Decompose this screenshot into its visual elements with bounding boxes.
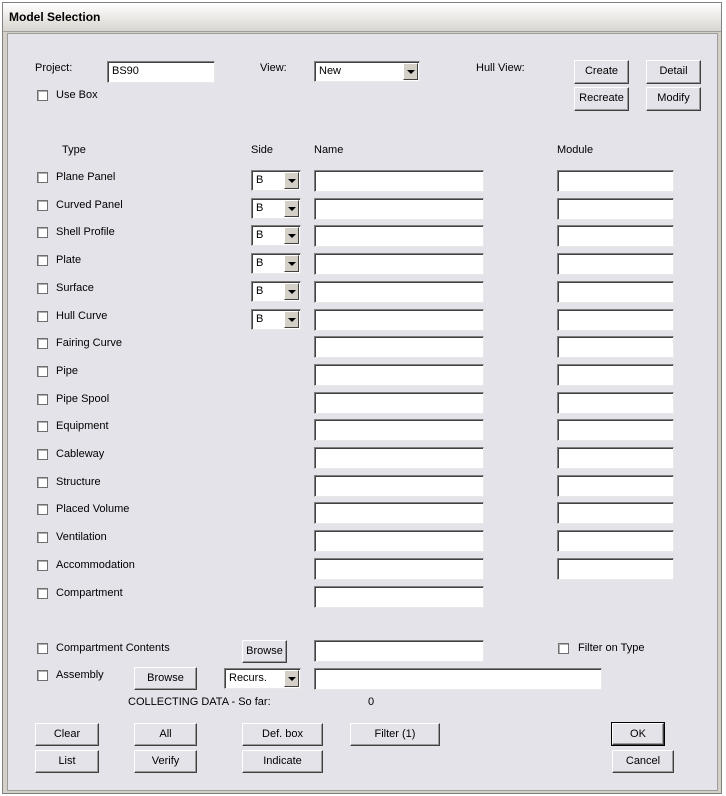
cancel-button[interactable]: Cancel bbox=[612, 750, 674, 773]
compartment-contents-field[interactable] bbox=[314, 640, 484, 662]
name-field-equipment[interactable] bbox=[314, 419, 484, 441]
type-label-curved-panel: Curved Panel bbox=[56, 199, 123, 211]
recreate-button[interactable]: Recreate bbox=[574, 87, 629, 111]
name-header: Name bbox=[314, 144, 344, 156]
checkbox-accommodation[interactable] bbox=[37, 560, 48, 571]
side-dropdown-value: B bbox=[256, 174, 264, 186]
chevron-down-icon[interactable] bbox=[284, 227, 299, 244]
collecting-count: 0 bbox=[368, 696, 375, 708]
side-dropdown-shell-profile[interactable] bbox=[251, 225, 301, 246]
detail-button[interactable]: Detail bbox=[646, 60, 701, 84]
module-field-plate[interactable] bbox=[557, 253, 674, 275]
collecting-status: COLLECTING DATA - So far: bbox=[128, 696, 271, 708]
compartment-browse-button[interactable]: Browse bbox=[242, 640, 287, 663]
module-field-structure[interactable] bbox=[557, 475, 674, 497]
chevron-down-icon[interactable] bbox=[284, 200, 299, 217]
recurs-dropdown[interactable] bbox=[224, 668, 301, 689]
type-label-pipe-spool: Pipe Spool bbox=[56, 393, 110, 405]
project-label: Project: bbox=[35, 62, 73, 74]
checkbox-fairing-curve[interactable] bbox=[37, 338, 48, 349]
window-title: Model Selection bbox=[9, 10, 101, 24]
type-label-equipment: Equipment bbox=[56, 420, 109, 432]
name-field-pipe-spool[interactable] bbox=[314, 392, 484, 414]
checkbox-plate[interactable] bbox=[37, 255, 48, 266]
module-field-pipe-spool[interactable] bbox=[557, 392, 674, 414]
type-label-plate: Plate bbox=[56, 254, 82, 266]
type-header: Type bbox=[62, 144, 86, 156]
name-field-structure[interactable] bbox=[314, 475, 484, 497]
side-dropdown-value: B bbox=[256, 257, 264, 269]
assembly-label: Assembly bbox=[56, 669, 104, 681]
filter-on-type-checkbox[interactable] bbox=[558, 643, 569, 654]
type-label-ventilation: Ventilation bbox=[56, 531, 107, 543]
name-field-shell-profile[interactable] bbox=[314, 225, 484, 247]
type-label-pipe: Pipe bbox=[56, 365, 79, 377]
side-dropdown-plate[interactable] bbox=[251, 253, 301, 274]
module-field-equipment[interactable] bbox=[557, 419, 674, 441]
module-field-shell-profile[interactable] bbox=[557, 225, 674, 247]
checkbox-shell-profile[interactable] bbox=[37, 227, 48, 238]
module-field-ventilation[interactable] bbox=[557, 530, 674, 552]
name-field-cableway[interactable] bbox=[314, 447, 484, 469]
checkbox-pipe-spool[interactable] bbox=[37, 394, 48, 405]
chevron-down-icon[interactable] bbox=[284, 311, 299, 328]
module-field-curved-panel[interactable] bbox=[557, 198, 674, 220]
list-button[interactable]: List bbox=[35, 750, 99, 773]
chevron-down-icon[interactable] bbox=[284, 255, 299, 272]
indicate-button[interactable]: Indicate bbox=[242, 750, 323, 773]
name-field-ventilation[interactable] bbox=[314, 530, 484, 552]
filter-button[interactable]: Filter (1) bbox=[350, 723, 440, 746]
module-field-pipe[interactable] bbox=[557, 364, 674, 386]
compartment-contents-label: Compartment Contents bbox=[56, 642, 170, 654]
side-dropdown-plane-panel[interactable] bbox=[251, 170, 301, 191]
ok-button[interactable]: OK bbox=[612, 723, 664, 745]
view-label: View: bbox=[260, 62, 287, 74]
side-dropdown-hull-curve[interactable] bbox=[251, 309, 301, 330]
view-dropdown-value: New bbox=[319, 65, 342, 77]
assembly-checkbox[interactable] bbox=[37, 670, 48, 681]
checkbox-curved-panel[interactable] bbox=[37, 200, 48, 211]
assembly-browse-button[interactable]: Browse bbox=[134, 667, 197, 690]
chevron-down-icon[interactable] bbox=[284, 283, 299, 300]
chevron-down-icon[interactable] bbox=[284, 172, 299, 189]
use-box-checkbox[interactable] bbox=[37, 90, 48, 101]
side-dropdown-curved-panel[interactable] bbox=[251, 198, 301, 219]
clear-button[interactable]: Clear bbox=[35, 723, 99, 746]
name-field-hull-curve[interactable] bbox=[314, 309, 484, 331]
module-field-accommodation[interactable] bbox=[557, 558, 674, 580]
dialog-body bbox=[7, 33, 718, 791]
verify-button[interactable]: Verify bbox=[134, 750, 197, 773]
type-label-plane-panel: Plane Panel bbox=[56, 171, 116, 183]
type-label-fairing-curve: Fairing Curve bbox=[56, 337, 123, 349]
name-field-placed-volume[interactable] bbox=[314, 502, 484, 524]
module-field-fairing-curve[interactable] bbox=[557, 336, 674, 358]
filter-on-type-label: Filter on Type bbox=[578, 642, 645, 654]
module-field-plane-panel[interactable] bbox=[557, 170, 674, 192]
chevron-down-icon[interactable] bbox=[284, 670, 299, 687]
type-label-accommodation: Accommodation bbox=[56, 559, 135, 571]
side-dropdown-surface[interactable] bbox=[251, 281, 301, 302]
name-field-plate[interactable] bbox=[314, 253, 484, 275]
module-field-placed-volume[interactable] bbox=[557, 502, 674, 524]
type-label-cableway: Cableway bbox=[56, 448, 105, 460]
checkbox-surface[interactable] bbox=[37, 283, 48, 294]
title-bar bbox=[3, 3, 721, 32]
checkbox-pipe[interactable] bbox=[37, 366, 48, 377]
checkbox-hull-curve[interactable] bbox=[37, 311, 48, 322]
module-header: Module bbox=[557, 144, 594, 156]
module-field-hull-curve[interactable] bbox=[557, 309, 674, 331]
checkbox-placed-volume[interactable] bbox=[37, 504, 48, 515]
type-label-surface: Surface bbox=[56, 282, 94, 294]
name-field-compartment[interactable] bbox=[314, 586, 484, 608]
hull-view-label: Hull View: bbox=[476, 62, 525, 74]
side-dropdown-value: B bbox=[256, 285, 264, 297]
side-header: Side bbox=[251, 144, 274, 156]
type-label-hull-curve: Hull Curve bbox=[56, 310, 108, 322]
type-label-placed-volume: Placed Volume bbox=[56, 503, 130, 515]
checkbox-cableway[interactable] bbox=[37, 449, 48, 460]
model-selection-window bbox=[2, 2, 722, 794]
recurs-dropdown-value: Recurs. bbox=[229, 672, 267, 684]
module-field-cableway[interactable] bbox=[557, 447, 674, 469]
side-dropdown-value: B bbox=[256, 313, 264, 325]
checkbox-plane-panel[interactable] bbox=[37, 172, 48, 183]
side-dropdown-value: B bbox=[256, 229, 264, 241]
name-field-curved-panel[interactable] bbox=[314, 198, 484, 220]
name-field-fairing-curve[interactable] bbox=[314, 336, 484, 358]
checkbox-equipment[interactable] bbox=[37, 421, 48, 432]
type-label-shell-profile: Shell Profile bbox=[56, 226, 115, 238]
modify-button[interactable]: Modify bbox=[646, 87, 701, 111]
chevron-down-icon[interactable] bbox=[403, 63, 418, 80]
name-field-accommodation[interactable] bbox=[314, 558, 484, 580]
checkbox-ventilation[interactable] bbox=[37, 532, 48, 543]
module-field-surface[interactable] bbox=[557, 281, 674, 303]
def-box-button[interactable]: Def. box bbox=[242, 723, 323, 746]
checkbox-structure[interactable] bbox=[37, 477, 48, 488]
compartment-contents-checkbox[interactable] bbox=[37, 643, 48, 654]
create-button[interactable]: Create bbox=[574, 60, 629, 84]
side-dropdown-value: B bbox=[256, 202, 264, 214]
name-field-pipe[interactable] bbox=[314, 364, 484, 386]
type-label-compartment: Compartment bbox=[56, 587, 123, 599]
assembly-field[interactable] bbox=[314, 668, 602, 690]
use-box-label: Use Box bbox=[56, 89, 98, 101]
all-button[interactable]: All bbox=[134, 723, 197, 746]
type-label-structure: Structure bbox=[56, 476, 101, 488]
view-dropdown[interactable] bbox=[314, 61, 420, 82]
checkbox-compartment[interactable] bbox=[37, 588, 48, 599]
project-field[interactable]: BS90 bbox=[107, 61, 215, 83]
name-field-plane-panel[interactable] bbox=[314, 170, 484, 192]
name-field-surface[interactable] bbox=[314, 281, 484, 303]
